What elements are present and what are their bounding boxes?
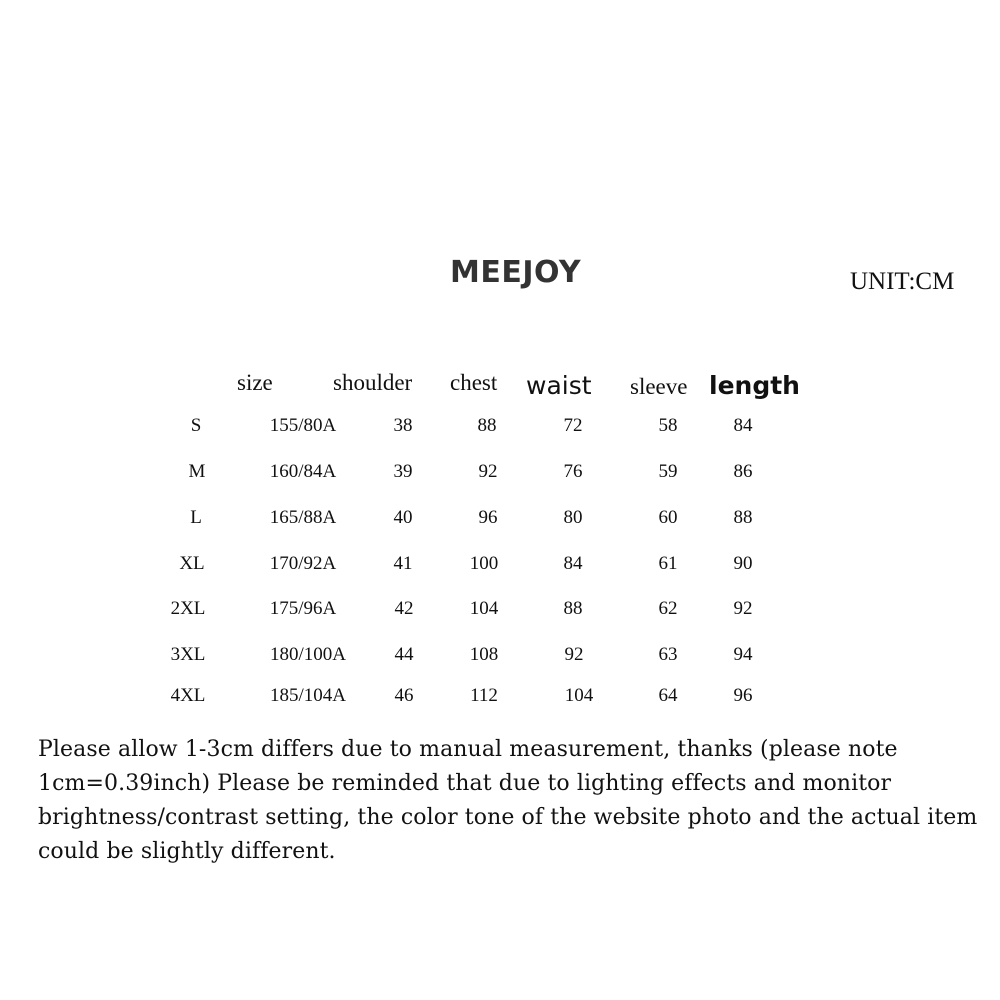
cell-shoulder: 40 [393,507,413,528]
cell-size: 180/100A [270,644,346,665]
cell-label: 4XL [170,685,206,706]
cell-length: 86 [733,461,753,482]
header-sleeve: sleeve [630,374,688,399]
cell-waist: 72 [563,415,583,436]
cell-chest: 96 [478,507,498,528]
cell-length: 96 [733,685,753,706]
cell-size: 160/84A [269,461,337,482]
cell-length: 92 [733,598,753,619]
header-shoulder: shoulder [333,370,413,395]
table-row [0,553,1000,577]
cell-waist: 88 [563,598,583,619]
table-row [0,598,1000,622]
cell-sleeve: 62 [658,598,678,619]
cell-size: 175/96A [269,598,337,619]
cell-size: 155/80A [269,415,337,436]
table-row [0,461,1000,485]
cell-waist: 84 [563,553,583,574]
cell-chest: 88 [477,415,497,436]
cell-sleeve: 59 [658,461,678,482]
header-length: length [709,371,800,400]
table-row [0,644,1000,668]
cell-waist: 76 [563,461,583,482]
cell-label: 2XL [170,598,206,619]
cell-size: 165/88A [269,507,337,528]
cell-sleeve: 60 [658,507,678,528]
cell-chest: 108 [469,644,499,665]
cell-chest: 100 [469,553,499,574]
cell-waist: 104 [564,685,594,706]
cell-label: 3XL [170,644,206,665]
cell-label: L [190,507,202,528]
cell-sleeve: 58 [658,415,678,436]
cell-chest: 104 [469,598,499,619]
cell-shoulder: 46 [394,685,414,706]
cell-label: XL [179,553,205,574]
measurement-note: Please allow 1-3cm differs due to manual measurement, thanks (please note 1cm=0.39inch) Please be reminded that due to lighting effects and monitor brightness/contrast setting, the color tone of the website photo and the actual item could be slightly different. [38,737,978,864]
header-size: size [237,370,273,395]
cell-waist: 92 [564,644,584,665]
cell-label: M [188,461,206,482]
cell-length: 88 [733,507,753,528]
header-waist: waist [526,371,592,400]
cell-shoulder: 41 [393,553,413,574]
cell-shoulder: 44 [394,644,414,665]
unit-label: UNIT:CM [850,268,955,295]
cell-label: S [190,415,202,436]
cell-chest: 92 [478,461,498,482]
cell-size: 170/92A [269,553,337,574]
brand-title: MEEJOY [450,255,582,290]
cell-length: 90 [733,553,753,574]
cell-shoulder: 39 [393,461,413,482]
cell-sleeve: 61 [658,553,678,574]
table-row [0,685,1000,709]
table-row [0,507,1000,531]
cell-length: 94 [733,644,753,665]
cell-waist: 80 [563,507,583,528]
table-row [0,415,1000,439]
cell-length: 84 [733,415,753,436]
header-chest: chest [450,370,498,395]
cell-shoulder: 42 [394,598,414,619]
cell-chest: 112 [470,685,498,706]
cell-sleeve: 63 [658,644,678,665]
cell-size: 185/104A [270,685,346,706]
cell-sleeve: 64 [658,685,678,706]
cell-shoulder: 38 [393,415,413,436]
